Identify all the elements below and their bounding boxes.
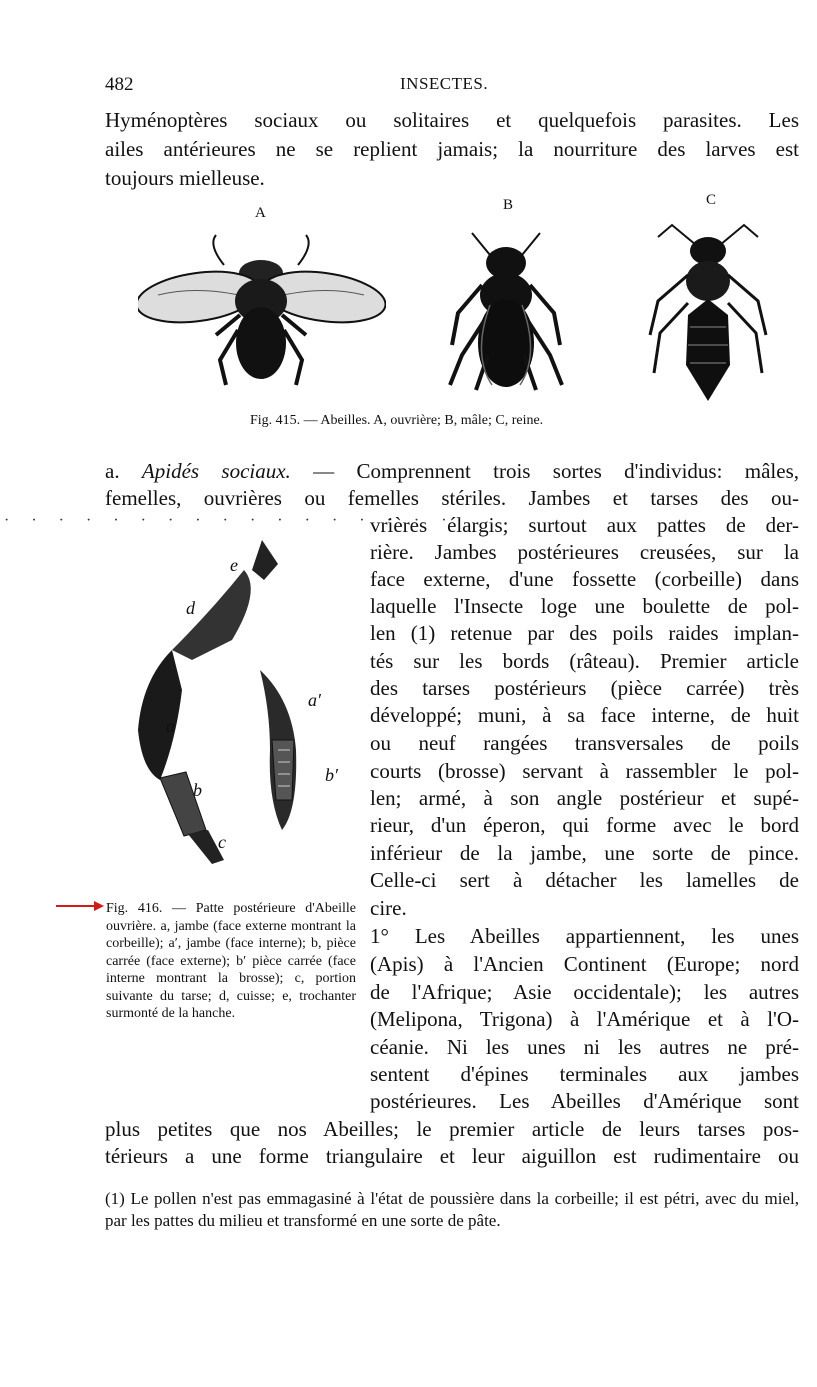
fig415-label-a: A: [255, 205, 266, 221]
running-title: INSECTES.: [400, 74, 489, 93]
male-bee-illustration: [432, 225, 580, 397]
column-line: inférieur de la jambe, une sorte de pince.: [370, 841, 799, 865]
fig416-label-a-prime: a′: [308, 690, 321, 710]
column-line: tés sur les bords (râteau). Premier article: [370, 649, 799, 673]
fig416-label-b-prime: b′: [325, 765, 338, 785]
column-line: laquelle l'Insecte loge une boulette de pol-: [370, 594, 799, 618]
intro-line-1: Hyménoptères sociaux ou solitaires et quelquefois parasites. Les: [105, 108, 799, 132]
separator-dots: · · · · · · · · · · · · · · · · ·: [4, 512, 456, 529]
closing-line-2: térieurs a une forme triangulaire et leur aiguillon est rudimentaire ou: [105, 1144, 799, 1168]
column-line: vrières élargis; surtout aux pattes de der-: [370, 513, 799, 537]
red-arrow-icon: [56, 899, 104, 913]
fig416-label-b: b: [193, 780, 202, 800]
para-a-lead: a.: [105, 459, 142, 483]
queen-bee-illustration: [644, 215, 772, 403]
fig415-label-c: C: [706, 192, 717, 208]
fig416-label-c: c: [218, 832, 226, 852]
fig416-caption: Fig. 416. — Patte postérieure d'Abeille ouvrière. a, jambe (face externe montrant la corbeille); a′, jambe (face interne); b, pièce carrée (face externe); b′ pièce carrée (face interne montrant la brosse); c, portion suivante du tarse; d, cuisse; e, trochanter surmonté de la hanche.: [106, 901, 356, 1021]
column-line: cire.: [370, 896, 407, 920]
column-line: Celle-ci sert à détacher les lamelles de: [370, 868, 799, 892]
fig416-label-a: a: [166, 716, 175, 736]
footnote: (1) Le pollen n'est pas emmagasiné à l'état de poussière dans la corbeille; il est pétri, avec du miel, par les pattes du milieu et transformé en une sorte de pâte.: [105, 1189, 799, 1230]
column-line: courts (brosse) servant à rassembler le pol-: [370, 759, 799, 783]
para-a-line-2: femelles, ouvrières ou femelles stériles. Jambes et tarses des ou-: [105, 486, 799, 510]
column-line: 1° Les Abeilles appartiennent, les unes: [370, 924, 799, 948]
page-number: 482: [105, 74, 134, 95]
column-line: sentent d'épines terminales aux jambes: [370, 1062, 799, 1086]
para-a-rest: — Comprennent trois sortes d'individus: mâles,: [290, 459, 799, 483]
para-a-title: Apidés sociaux.: [141, 459, 291, 483]
fig416-label-e: e: [230, 555, 238, 575]
closing-line-1: plus petites que nos Abeilles; le premier article de leurs tarses pos-: [105, 1117, 799, 1141]
column-line: rière. Jambes postérieures creusées, sur la: [370, 540, 799, 564]
intro-line-2: ailes antérieures ne se replient jamais; la nourriture des larves est: [105, 137, 799, 161]
column-line: postérieures. Les Abeilles d'Amérique sont: [370, 1089, 799, 1113]
worker-bee-illustration: [138, 225, 386, 400]
column-line: de l'Afrique; Asie occidentale); les autres: [370, 980, 799, 1004]
column-line: face externe, d'une fossette (corbeille) dans: [370, 567, 799, 591]
intro-line-3: toujours mielleuse.: [105, 166, 265, 190]
column-line: (Apis) à l'Ancien Continent (Europe; nord: [370, 952, 799, 976]
column-line: len; armé, à son angle postérieur et supé-: [370, 786, 799, 810]
para-a-line-1: [105, 458, 799, 484]
column-line: (Melipona, Trigona) à l'Amérique et à l'O-: [370, 1007, 799, 1031]
column-line: développé; muni, à sa face interne, de huit: [370, 703, 799, 727]
column-line: rieur, d'un éperon, qui forme avec le bord: [370, 813, 799, 837]
column-line: céanie. Ni les unes ni les autres ne pré-: [370, 1035, 799, 1059]
fig415-caption: Fig. 415. — Abeilles. A, ouvrière; B, mâle; C, reine.: [250, 413, 544, 428]
fig416-label-d: d: [186, 598, 195, 618]
fig415-label-b: B: [503, 197, 514, 213]
column-line: len (1) retenue par des poils raides implan-: [370, 621, 799, 645]
column-line: ou neuf rangées transversales de poils: [370, 731, 799, 755]
column-line: des tarses postérieurs (pièce carrée) très: [370, 676, 799, 700]
